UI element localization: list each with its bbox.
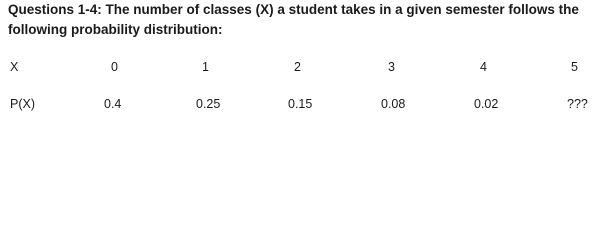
p-value-cell: 0.25 xyxy=(196,97,221,111)
p-value-cell: 0.4 xyxy=(104,97,122,111)
p-row-label: P(X) xyxy=(10,97,35,111)
x-value-cell: 1 xyxy=(202,60,209,74)
question-heading: Questions 1-4: The number of classes (X) a student takes in a given semester follows the following probability distribution: xyxy=(8,2,579,37)
p-value-cell: 0.02 xyxy=(474,97,499,111)
probability-distribution-table xyxy=(0,52,600,122)
x-value-cell: 4 xyxy=(480,60,487,74)
p-value-cell: ??? xyxy=(567,97,588,111)
x-value-cell: 2 xyxy=(294,60,301,74)
p-value-cell: 0.08 xyxy=(381,97,406,111)
x-row-label: X xyxy=(10,60,19,74)
x-value-cell: 5 xyxy=(571,60,578,74)
x-value-cell: 0 xyxy=(111,60,118,74)
p-value-cell: 0.15 xyxy=(288,97,313,111)
x-value-cell: 3 xyxy=(388,60,395,74)
